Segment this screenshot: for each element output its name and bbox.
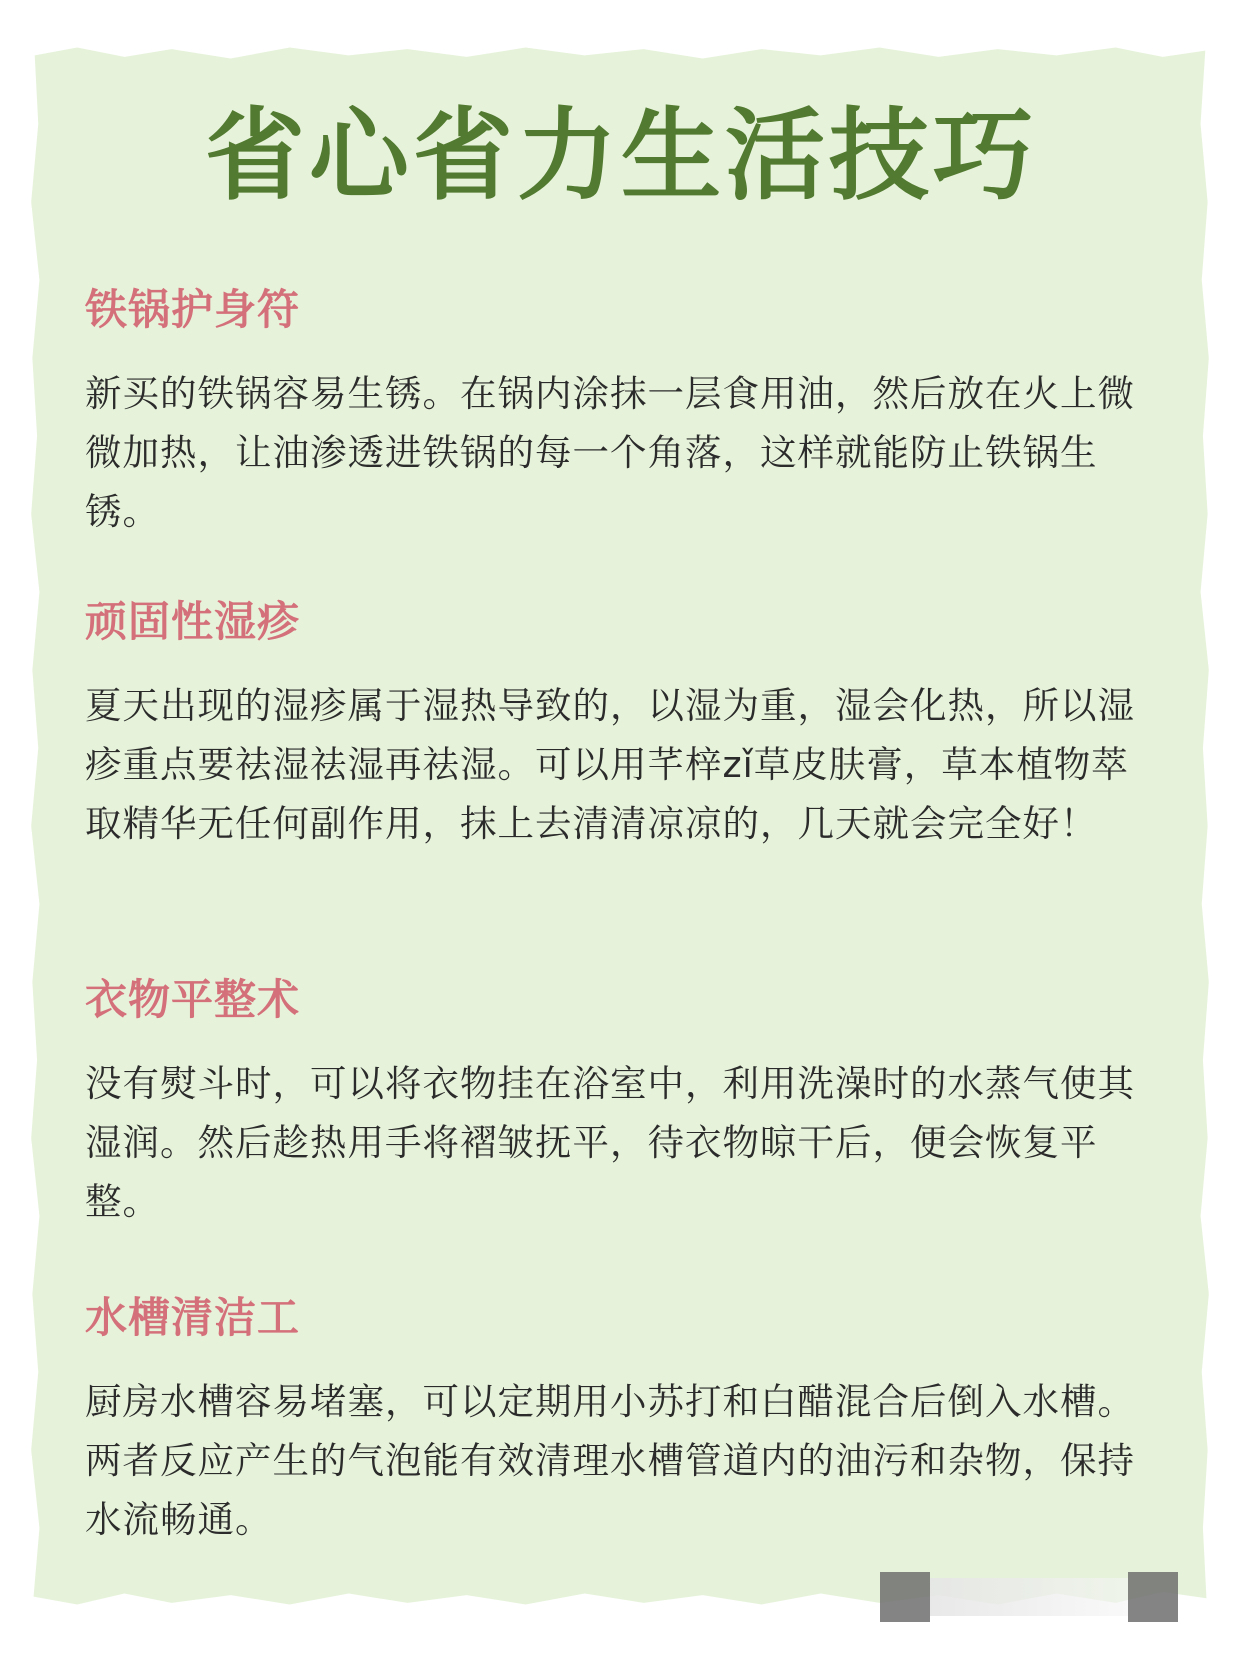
section-heading: 衣物平整术 [85, 975, 301, 1024]
watermark-block-left [880, 1572, 930, 1622]
section-body: 厨房水槽容易堵塞，可以定期用小苏打和白醋混合后倒入水槽。两者反应产生的气泡能有效清理水槽管道内的油污和杂物，保持水流畅通。 [85, 1380, 1135, 1541]
tip-section-iron-pan [85, 282, 1165, 541]
section-heading: 铁锅护身符 [85, 285, 301, 334]
tip-section-sink [85, 1290, 1165, 1549]
section-heading: 水槽清洁工 [85, 1293, 301, 1342]
section-body: 夏天出现的湿疹属于湿热导致的，以湿为重，湿会化热，所以湿疹重点要祛湿祛湿再祛湿。可以用芊梓zǐ草皮肤膏，草本植物萃取精华无任何副作用，抹上去清清凉凉的，几天就会完全好！ [85, 684, 1135, 845]
tip-section-eczema [85, 594, 1165, 853]
watermark-strip [930, 1578, 1128, 1616]
tip-section-clothes [85, 972, 1165, 1231]
section-body: 没有熨斗时，可以将衣物挂在浴室中，利用洗澡时的水蒸气使其湿润。然后趁热用手将褶皱抚平，待衣物晾干后，便会恢复平整。 [85, 1062, 1135, 1223]
watermark-block-right [1128, 1572, 1178, 1622]
section-heading: 顽固性湿疹 [85, 597, 301, 646]
section-body: 新买的铁锅容易生锈。在锅内涂抹一层食用油，然后放在火上微微加热，让油渗透进铁锅的每一个角落，这样就能防止铁锅生锈。 [85, 372, 1135, 533]
page-title: 省心省力生活技巧 [205, 97, 1037, 214]
